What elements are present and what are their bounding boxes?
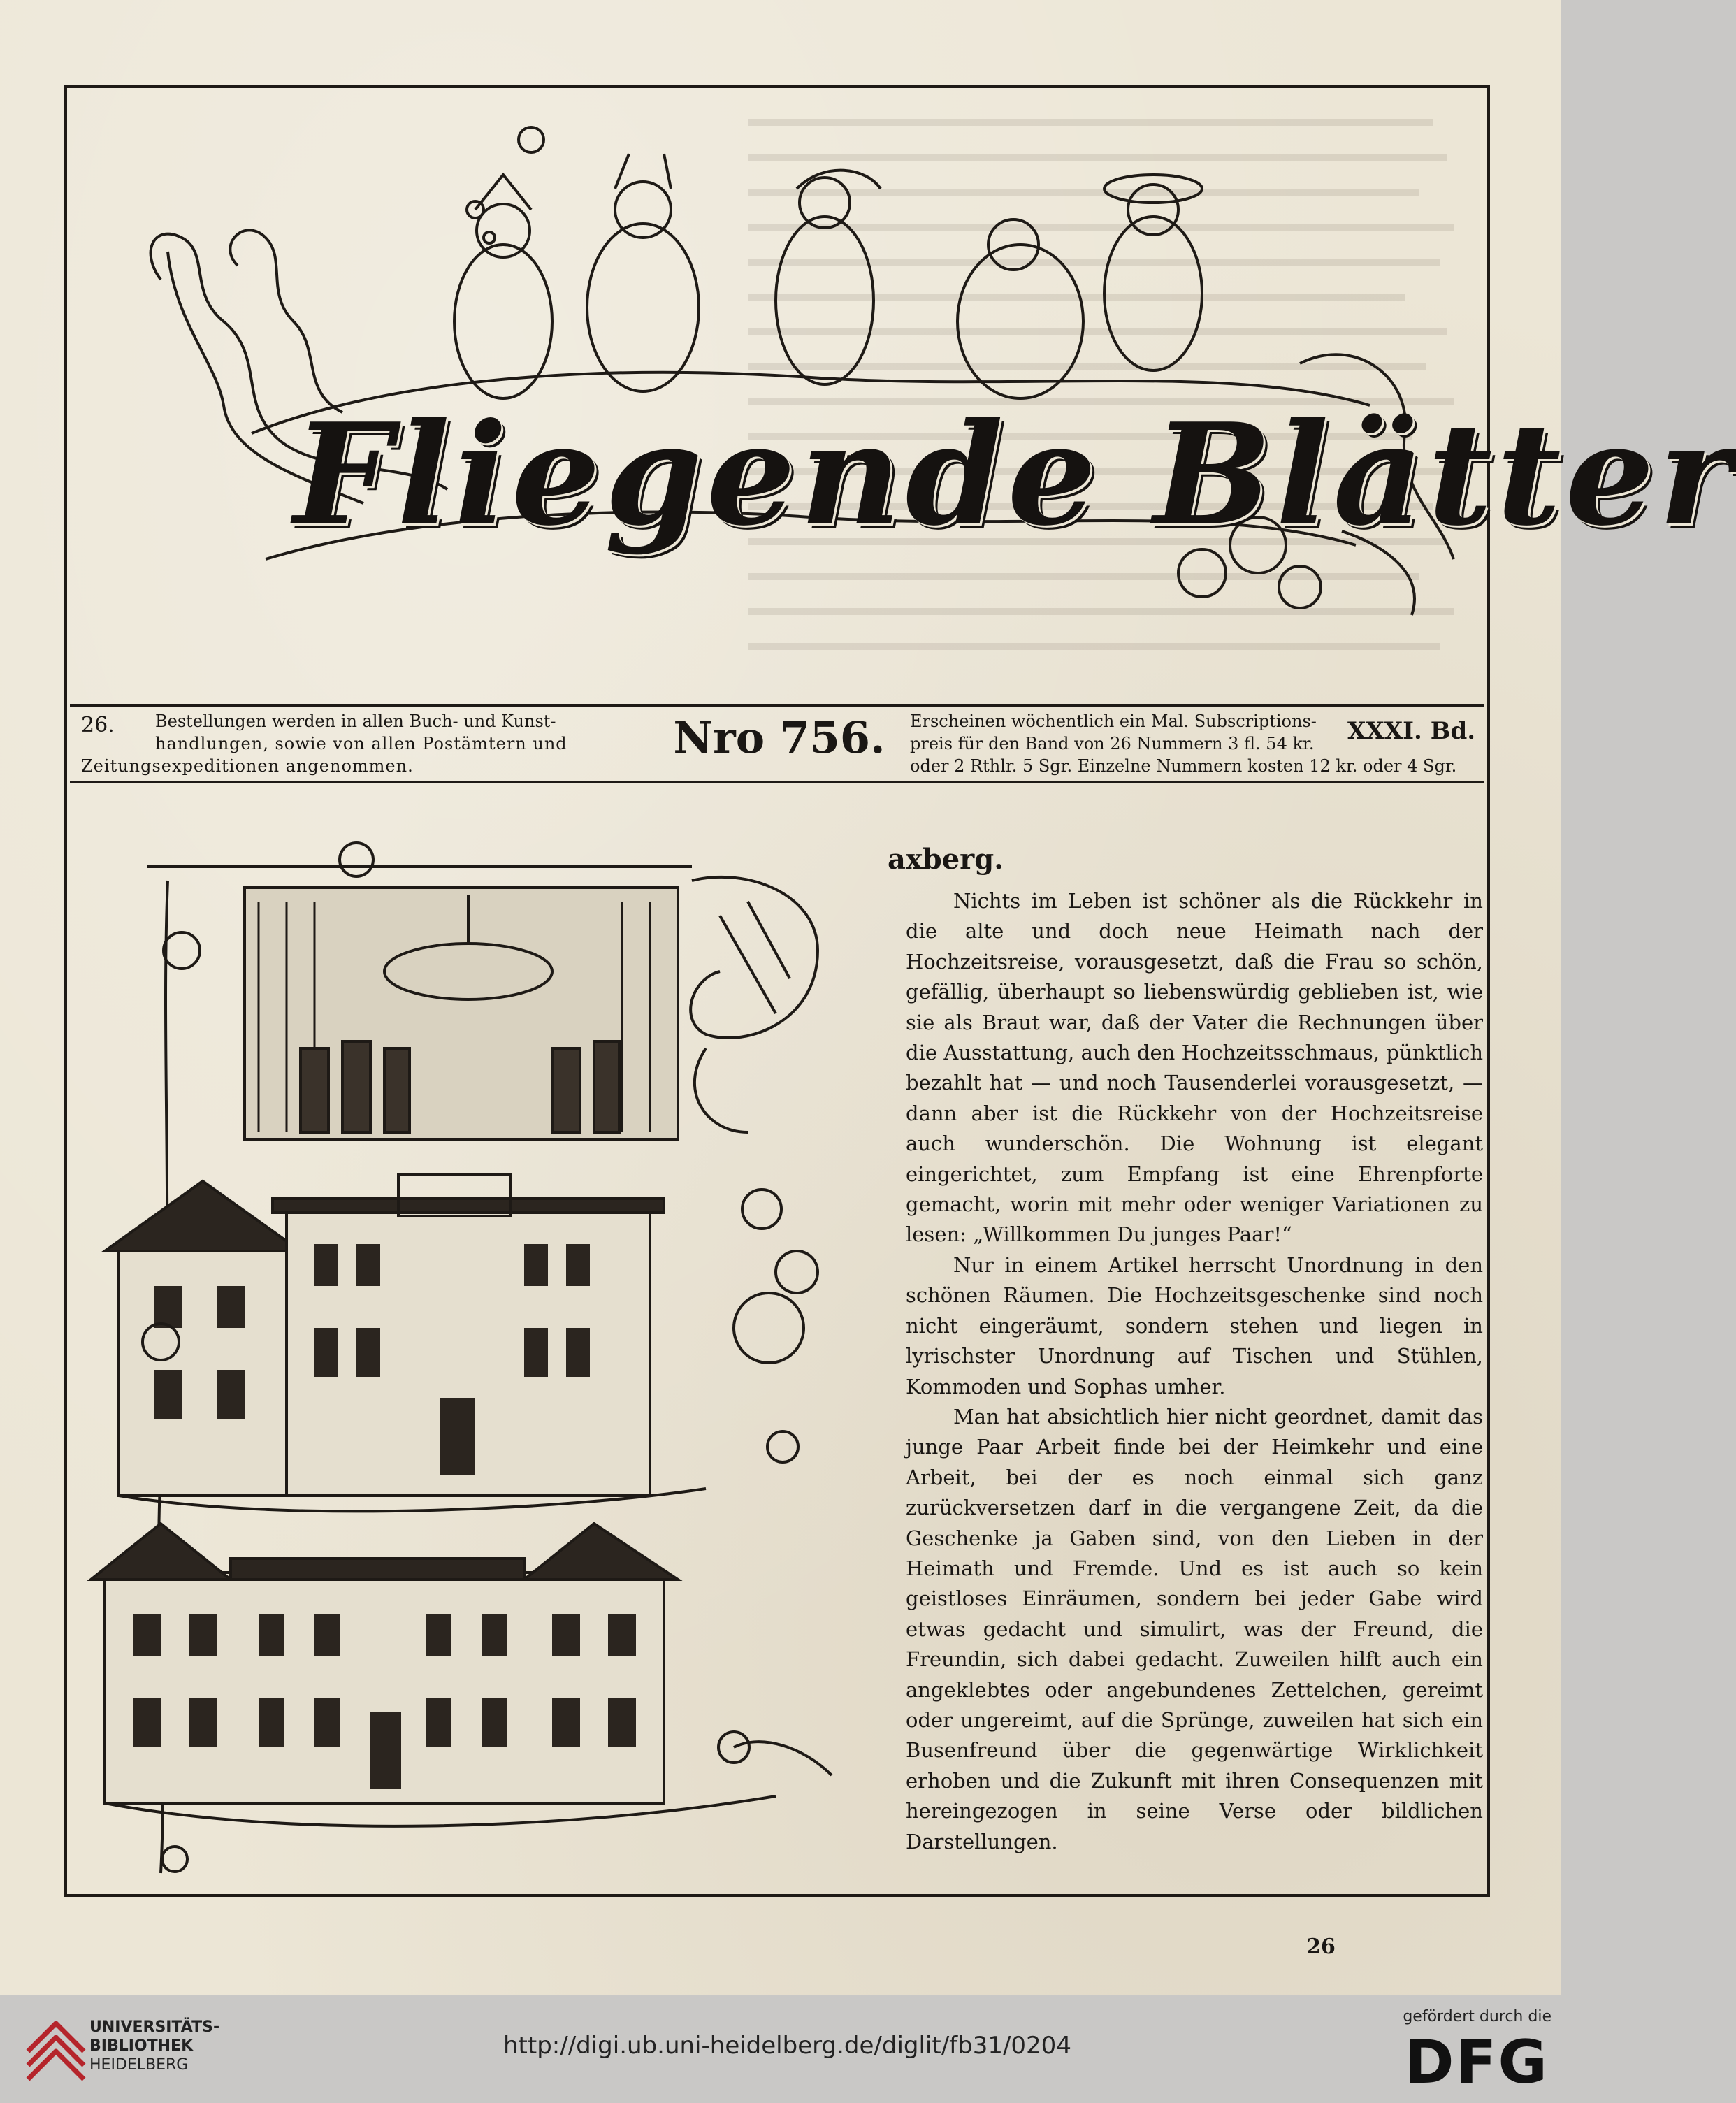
- library-name-line: BIBLIOTHEK: [89, 2037, 194, 2055]
- orders-line-2: handlungen, sowie von allen Postämtern und: [155, 734, 567, 753]
- page-number: 26: [1306, 1935, 1336, 1959]
- library-name-line: HEIDELBERG: [89, 2056, 189, 2074]
- article-heading: axberg.: [888, 843, 1004, 876]
- masthead-title: Fliegende Blätter: [294, 393, 1736, 557]
- digitization-footer: [0, 1995, 1561, 2103]
- issue-number-left: 26.: [81, 713, 115, 737]
- article-paragraph: Man hat absichtlich hier nicht geordnet, damit das junge Paar Arbeit finde bei der Heimkehr und eine Arbeit, bei der es noch einmal sich ganz zurückversetzen darf in die vergangene Zeit, da die Geschenke ja Gaben sind, von den Lieben in der Heimath und Fremde. Und es ist auch so kein geistloses Einräumen, sondern bei jeder Gabe wird etwas gedacht und simulirt, was der Freund, die Freundin, sich dabei gedacht. Zuweilen hilft auch ein angeklebtes oder angebundenes Zettelchen, gereimt oder ungereimt, auf die Sprünge, zuweilen hat sich ein Busenfreund über die gegenwärtige Wirklichkeit erhoben und die Zukunft mit ihren Consequenzen mit hereingezogen in seine Verse oder bildlichen Darstellungen.: [906, 1404, 1483, 1853]
- article-paragraph: Nur in einem Artikel herrscht Unordnung in den schönen Räumen. Die Hochzeitsgeschenke sind noch nicht eingeräumt, sondern stehen und liegen in lyrischster Unordnung auf Tischen und Stühlen, Kommoden und Sophas umher.: [906, 1252, 1483, 1399]
- subscription-line-3: oder 2 Rthlr. 5 Sgr. Einzelne Nummern kosten 12 kr. oder 4 Sgr.: [910, 756, 1457, 776]
- masthead-illustration: [112, 112, 1736, 643]
- sponsor-label: gefördert durch die: [1403, 2008, 1551, 2025]
- article-paragraph: Nichts im Leben ist schöner als die Rückkehr in die alte und doch neue Heimath nach der Hochzeitsreise, vorausgesetzt, daß die Frau so schön, gefällig, überhaupt so liebenswürdig geblieben ist, wie sie als Braut war, daß der Vater die Rechnungen über die Ausstattung, auch den Hochzeitsschmaus, pünktlich bezahlt hat — und noch Tausenderlei vorausgesetzt, — dann aber ist die Rückkehr von der Hochzeitsreise auch wunderschön. Die Wohnung ist elegant eingerichtet, zum Empfang ist eine Ehrenpforte gemacht, worin mit mehr oder weniger Variationen zu lesen: „Willkommen Du junges Paar!“: [906, 889, 1483, 1247]
- volume-label: XXXI. Bd.: [1347, 717, 1476, 745]
- orders-line-3: Zeitungsexpeditionen angenommen.: [81, 756, 414, 776]
- article-illustration: [77, 839, 874, 1887]
- library-name: [89, 2018, 271, 2081]
- issue-number: Nro 756.: [673, 712, 885, 763]
- header-rule-bottom: [70, 781, 1484, 783]
- orders-line-1: Bestellungen werden in allen Buch- und Kunst-: [155, 711, 556, 731]
- subscription-line-1: Erscheinen wöchentlich ein Mal. Subscriptions-: [910, 711, 1317, 731]
- library-name-line: UNIVERSITÄTS-: [89, 2018, 220, 2036]
- article-body: [906, 886, 1483, 1890]
- dfg-logo: DFG: [1404, 2028, 1549, 2097]
- header-rule-top: [70, 704, 1484, 707]
- subscription-line-2: preis für den Band von 26 Nummern 3 fl. 54 kr.: [910, 734, 1315, 753]
- permalink-url[interactable]: http://digi.ub.uni-heidelberg.de/diglit/fb31/0204: [503, 2032, 1071, 2060]
- university-library-logo-icon: [21, 2009, 87, 2086]
